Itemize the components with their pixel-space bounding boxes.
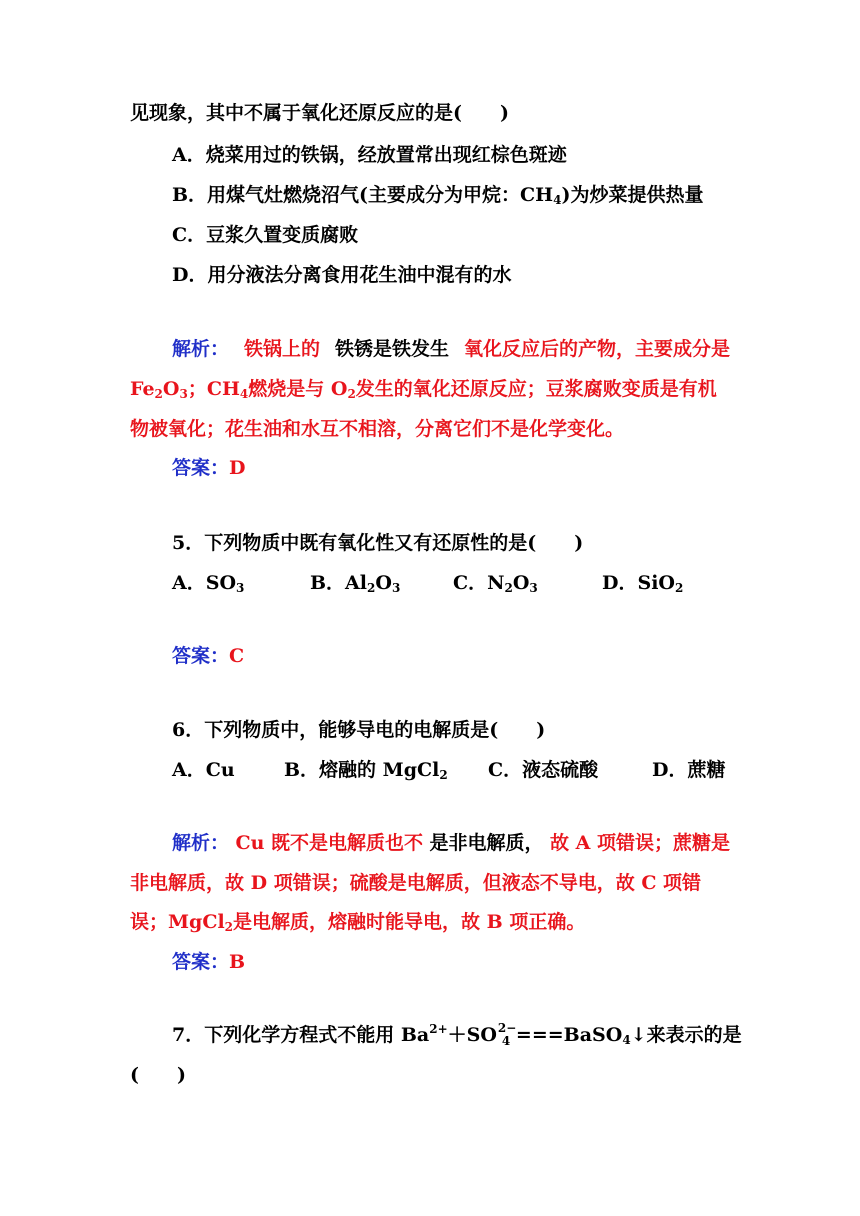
q5-option-a: A．$SO_3$	[172, 572, 245, 595]
q4-answer	[172, 455, 246, 481]
q6-analysis-line2: 非电解质，故 D 项错误；硫酸是电解质，但液态不导电，故 C 项错	[130, 872, 702, 894]
answer-label: 答案：	[172, 645, 230, 667]
q6-analysis-line1: 解析： Cu 既不是电解质也不 是非电解质， 故 A 项错误；蔗糖是	[172, 832, 730, 854]
q4-analysis-line2: $Fe_2O_3$；$CH_4$燃烧是与 $O_2$发生的氧化还原反应；豆浆腐败变质是有机	[130, 378, 717, 401]
q5-stem: 5．下列物质中既有氧化性又有还原性的是( )	[172, 532, 584, 554]
sulfate-sub-sup: 2− 4	[497, 1021, 517, 1048]
q6-analysis-line3: 误；MgCl$_2$是电解质，熔融时能导电，故 B 项正确。	[130, 911, 586, 934]
answer-label: 答案：	[172, 951, 230, 973]
q5-answer	[172, 643, 244, 669]
q4-option-b: B．用煤气灶燃烧沼气(主要成分为甲烷：$CH_4$)为炒菜提供热量	[172, 184, 704, 207]
q7-stem: 7．下列化学方程式不能用 Ba2+＋SO 2− 4 ===BaSO$_4$↓来表示的是	[172, 1021, 742, 1048]
answer-value: C	[229, 645, 245, 667]
precipitate-arrow-icon: ↓	[630, 1024, 647, 1046]
q4-analysis-line3: 物被氧化；花生油和水互不相溶，分离它们不是化学变化。	[130, 418, 625, 440]
analysis-label: 解析：	[172, 338, 230, 360]
q6-option-a: A．Cu	[172, 759, 235, 781]
q6-answer	[172, 949, 245, 975]
q5-option-b: B．$Al_2O_3$	[310, 572, 401, 595]
answer-label: 答案：	[172, 457, 230, 479]
q6-stem: 6．下列物质中，能够导电的电解质是( )	[172, 719, 546, 741]
q4-analysis-line1: 解析： 铁锅上的 铁锈是铁发生 氧化反应后的产物，主要成分是	[172, 338, 730, 360]
analysis-label: 解析：	[172, 832, 230, 854]
answer-value: B	[229, 951, 246, 973]
q5-option-c: C．$N_2O_3$	[453, 572, 538, 595]
q7-paren: ( )	[130, 1064, 186, 1086]
q6-option-c: C．液态硫酸	[488, 759, 599, 781]
q6-option-b: B．熔融的 MgCl$_2$	[284, 759, 448, 782]
q4-option-c: C．豆浆久置变质腐败	[172, 224, 359, 246]
q5-option-d: D．SiO$_2$	[602, 572, 684, 595]
q4-option-a: A．烧菜用过的铁锅，经放置常出现红棕色斑迹	[172, 144, 567, 166]
q6-option-d: D．蔗糖	[652, 759, 726, 781]
q4-stem-tail: 见现象，其中不属于氧化还原反应的是( )	[130, 102, 509, 124]
q4-option-d: D．用分液法分离食用花生油中混有的水	[172, 264, 512, 286]
answer-value: D	[229, 457, 246, 479]
